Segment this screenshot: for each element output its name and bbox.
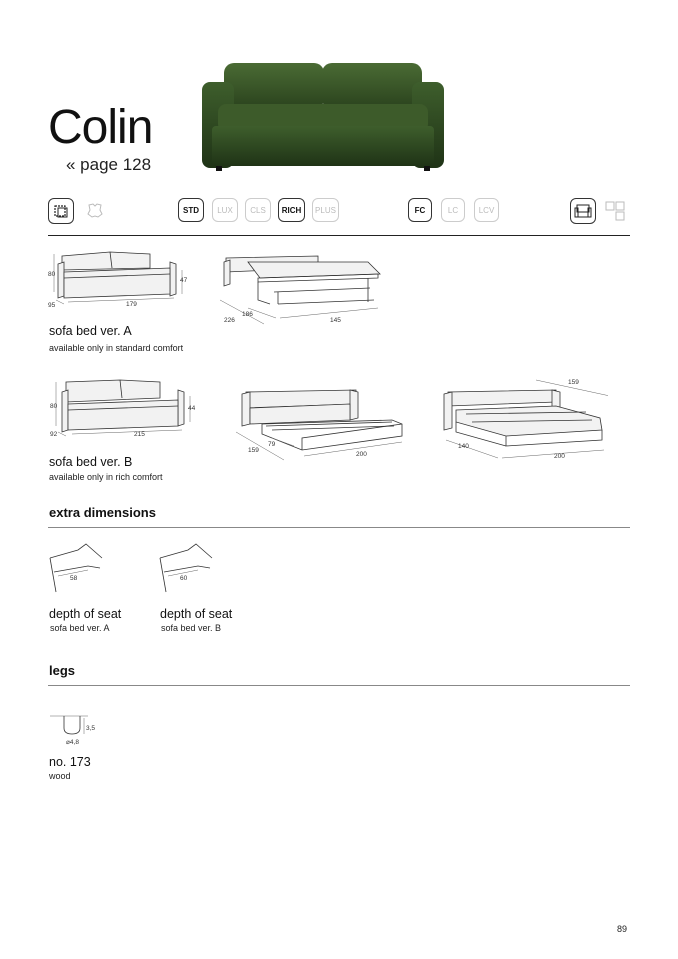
seat-depth-b-value: 60 xyxy=(180,575,188,582)
dim-depth: 95 xyxy=(48,302,56,309)
dim-bed-width: 186 xyxy=(242,311,253,318)
badge-rich: RICH xyxy=(278,198,305,222)
dim-bed-length: 140 xyxy=(458,443,469,450)
dim-bed-width: 200 xyxy=(554,453,565,460)
dim-width: 179 xyxy=(126,301,137,308)
dim-top-length: 159 xyxy=(568,379,579,386)
dim-bed-width: 200 xyxy=(356,451,367,458)
page-number: 89 xyxy=(617,924,628,934)
dim-depth: 92 xyxy=(50,431,58,438)
modular-layout-icon xyxy=(602,198,628,224)
dim-inner: 79 xyxy=(268,441,276,448)
leg-173-drawing xyxy=(48,710,104,750)
dim-width: 215 xyxy=(134,431,145,438)
badge-std: STD xyxy=(178,198,204,222)
dim-height: 80 xyxy=(48,271,56,278)
sofa-b-caption: sofa bed ver. B xyxy=(49,455,133,469)
seat-depth-a-drawing xyxy=(48,542,106,598)
extra-dimensions-divider xyxy=(48,527,630,528)
seat-depth-b-drawing xyxy=(158,542,216,598)
leather-hide-icon xyxy=(82,198,108,224)
badge-plus: PLUS xyxy=(312,198,339,222)
sofa-a-bed-open-drawing xyxy=(218,248,388,330)
badge-lcv: LCV xyxy=(474,198,499,222)
badge-fc: FC xyxy=(408,198,432,222)
leg-sub: wood xyxy=(49,771,71,781)
dim-bed-length: 226 xyxy=(224,317,235,324)
armchair-icon xyxy=(570,198,596,224)
leg-caption: no. 173 xyxy=(49,755,91,769)
dim-bed-length: 159 xyxy=(248,447,259,454)
legs-divider xyxy=(48,685,630,686)
badge-cls: CLS xyxy=(245,198,271,222)
sofa-a-subcaption: available only in standard comfort xyxy=(49,343,184,353)
leg-height: 3,5 xyxy=(86,725,96,732)
seat-depth-b-sub: sofa bed ver. B xyxy=(161,623,222,633)
product-title: Colin xyxy=(48,101,153,154)
sofa-a-dimension-drawing xyxy=(48,244,198,310)
sofa-a-caption: sofa bed ver. A xyxy=(49,324,132,338)
legs-heading: legs xyxy=(49,663,76,678)
seat-depth-a-value: 58 xyxy=(70,575,78,582)
dim-seat-height: 44 xyxy=(188,405,196,412)
fabric-swatch-icon xyxy=(48,198,74,224)
dim-mattress: 145 xyxy=(330,317,341,324)
sofa-b-subcaption: available only in rich comfort xyxy=(49,472,163,482)
leg-diameter: ⌀4,8 xyxy=(66,739,79,746)
page-reference-link[interactable]: « page 128 xyxy=(66,155,152,174)
seat-depth-a-sub: sofa bed ver. A xyxy=(50,623,110,633)
seat-depth-a-caption: depth of seat xyxy=(49,607,122,621)
sofa-b-bed-half-open-drawing xyxy=(232,384,408,464)
sofa-b-dimension-drawing xyxy=(48,374,208,440)
header-divider xyxy=(48,235,630,236)
sofa-product-image xyxy=(198,58,448,173)
badge-lc: LC xyxy=(441,198,465,222)
dim-height: 80 xyxy=(50,403,58,410)
sofa-b-bed-open-drawing xyxy=(436,374,608,466)
extra-dimensions-heading: extra dimensions xyxy=(49,505,156,520)
badge-lux: LUX xyxy=(212,198,238,222)
seat-depth-b-caption: depth of seat xyxy=(160,607,233,621)
dim-seat-height: 47 xyxy=(180,277,188,284)
